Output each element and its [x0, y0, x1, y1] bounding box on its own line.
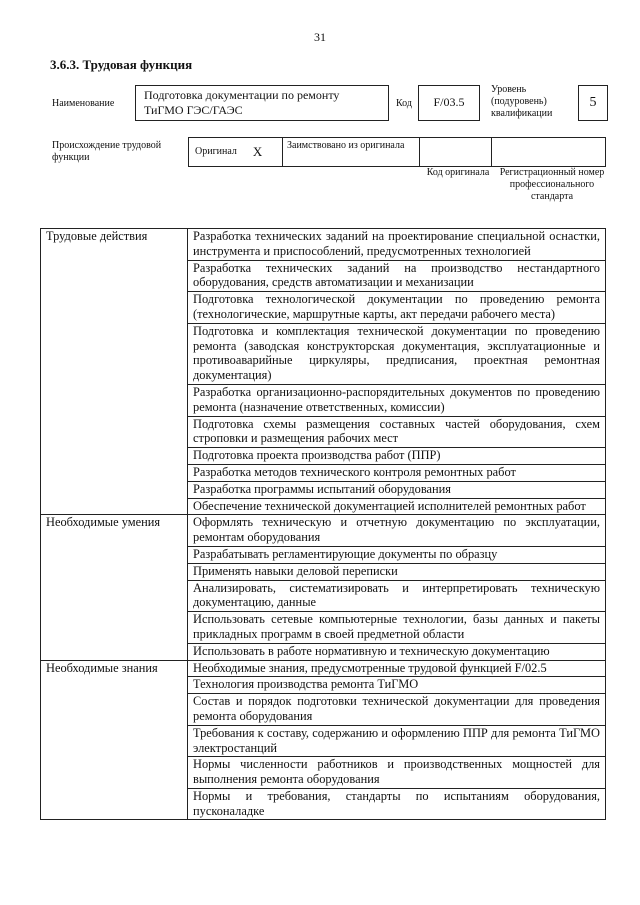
reg-number-label: Регистрационный номер профессионального стандарта	[499, 167, 605, 202]
function-name-value: Подготовка документации по ремонту ТиГМО ГЭС/ГАЭС	[144, 88, 340, 117]
item-cell: Анализировать, систематизировать и интерпретировать техническую документацию, данные	[188, 580, 606, 612]
item-cell: Применять навыки деловой переписки	[188, 563, 606, 580]
name-label: Наименование	[52, 98, 115, 109]
origin-table	[188, 137, 606, 167]
item-cell: Подготовка и комплектация технической документации по проведению ремонта (заводская конструкторская документация, эксплуатационные и противоаварийные циркуляры, предписания, проектная ремонтная документация)	[188, 323, 606, 384]
item-cell: Нормы и требования, стандарты по испытаниям оборудования, пусконаладке	[188, 788, 606, 820]
item-cell: Оформлять техническую и отчетную документацию по эксплуатации, ремонтам оборудования	[188, 515, 606, 547]
origin-label: Происхождение трудовой функции	[52, 140, 162, 163]
item-cell: Обеспечение технической документацией исполнителей ремонтных работ	[188, 498, 606, 515]
table-row	[41, 229, 606, 261]
item-cell: Необходимые знания, предусмотренные трудовой функцией F/02.5	[188, 660, 606, 677]
origin-reg-number-cell	[492, 138, 605, 166]
item-cell: Разработка технических заданий на проектирование специальной оснастки, инструмента и приспособлений, предусмотренных технологией	[188, 229, 606, 261]
item-cell: Разрабатывать регламентирующие документы по образцу	[188, 546, 606, 563]
original-mark: X	[252, 144, 263, 159]
table-row	[41, 660, 606, 677]
qualification-level-box	[578, 85, 608, 121]
category-cell: Необходимые знания	[41, 660, 188, 820]
origin-code-cell	[420, 138, 492, 166]
qualification-level-value: 5	[589, 95, 597, 110]
section-title: 3.6.3. Трудовая функция	[50, 57, 193, 72]
code-value: F/03.5	[433, 95, 465, 109]
item-cell: Разработка технических заданий на производство нестандартного оборудования, средств автоматизации и механизации	[188, 260, 606, 292]
origin-borrowed-cell	[283, 138, 420, 166]
item-cell: Разработка программы испытаний оборудования	[188, 481, 606, 498]
category-cell: Трудовые действия	[41, 229, 188, 515]
function-name-box	[135, 85, 389, 121]
origin-original-cell	[189, 138, 283, 166]
item-cell: Нормы численности работников и производственных мощностей для выполнения ремонта оборудования	[188, 757, 606, 789]
item-cell: Подготовка проекта производства работ (ППР)	[188, 448, 606, 465]
qualification-level-label: Уровень (подуровень) квалификации	[491, 84, 553, 119]
page-number: 31	[314, 30, 326, 44]
item-cell: Использовать сетевые компьютерные технологии, базы данных и пакеты прикладных программ в своей предметной области	[188, 612, 606, 644]
borrowed-label: Заимствовано из оригинала	[287, 140, 405, 151]
table-row	[41, 515, 606, 547]
code-original-label: Код оригинала	[426, 167, 490, 178]
code-box	[418, 85, 480, 121]
item-cell: Подготовка схемы размещения составных частей оборудования, схем строповки и размещения рабочих мест	[188, 416, 606, 448]
item-cell: Подготовка технологической документации по проведению ремонта (технологические, маршрутные карты, акт передачи рабочего места)	[188, 292, 606, 324]
item-cell: Использовать в работе нормативную и техническую документацию	[188, 643, 606, 660]
item-cell: Разработка организационно-распорядительных документов по проведению ремонта (назначение ответственных, комиссии)	[188, 384, 606, 416]
function-details-table	[40, 228, 606, 820]
code-label: Код	[396, 98, 412, 109]
item-cell: Состав и порядок подготовки технической документации для проведения ремонта оборудования	[188, 694, 606, 726]
category-cell: Необходимые умения	[41, 515, 188, 660]
item-cell: Технология производства ремонта ТиГМО	[188, 677, 606, 694]
item-cell: Требования к составу, содержанию и оформлению ППР для ремонта ТиГМО электростанций	[188, 725, 606, 757]
item-cell: Разработка методов технического контроля ремонтных работ	[188, 464, 606, 481]
original-label: Оригинал	[195, 146, 237, 157]
